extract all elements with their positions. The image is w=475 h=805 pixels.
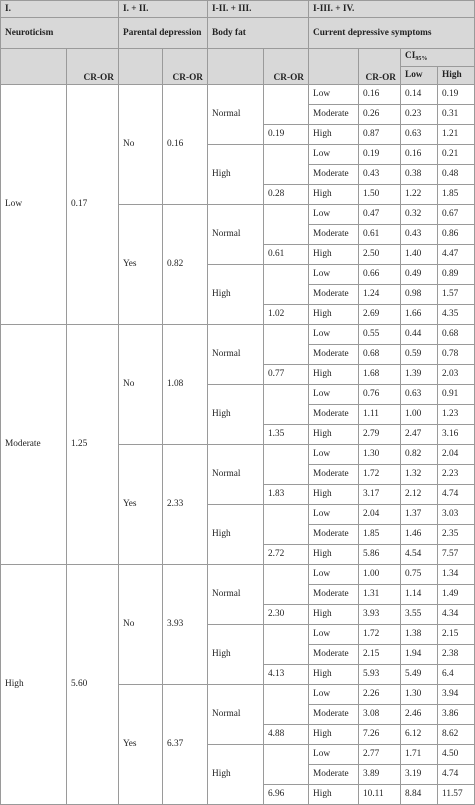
cr-or-value: 1.72 <box>359 465 401 485</box>
ci-high-value: 1.23 <box>438 405 475 425</box>
ci-low-value: 1.22 <box>401 185 438 205</box>
body-fat-cr-or-blank <box>264 385 309 425</box>
ci-low-value: 2.12 <box>401 485 438 505</box>
body-fat-level: Normal <box>208 445 264 505</box>
neuroticism-cr-or: 5.60 <box>67 565 119 805</box>
parental-depression-level: Yes <box>119 205 163 325</box>
parental-depression-level: No <box>119 325 163 445</box>
symptom-level: Moderate <box>309 525 359 545</box>
symptom-level: Low <box>309 325 359 345</box>
cr-or-value: 2.15 <box>359 645 401 665</box>
symptom-level: High <box>309 485 359 505</box>
ci-low-value: 1.71 <box>401 745 438 765</box>
cr-or-value: 0.26 <box>359 105 401 125</box>
body-fat-cr-or: 0.19 <box>264 125 309 145</box>
body-fat-cr-or: 1.02 <box>264 305 309 325</box>
table-row <box>1 85 475 105</box>
ci-low-value: 0.32 <box>401 205 438 225</box>
ci-high-value: 4.35 <box>438 305 475 325</box>
ci-high-value: 0.67 <box>438 205 475 225</box>
header-row-variables <box>1 18 475 49</box>
ci-high-value: 7.57 <box>438 545 475 565</box>
ci-high-value: 4.34 <box>438 605 475 625</box>
header-blank <box>119 49 163 85</box>
body-fat-cr-or: 0.61 <box>264 245 309 265</box>
ci-low-value: 8.84 <box>401 785 438 805</box>
parental-depression-cr-or: 0.16 <box>163 85 208 205</box>
neuroticism-cr-or: 1.25 <box>67 325 119 565</box>
symptom-level: Low <box>309 625 359 645</box>
neuroticism-level: Moderate <box>1 325 67 565</box>
step-4-header: I-III. + IV. <box>309 1 475 18</box>
current-symptoms-header: Current depressive symptoms <box>309 18 475 49</box>
header-blank <box>208 49 264 85</box>
body-fat-header: Body fat <box>208 18 309 49</box>
body-fat-cr-or: 0.28 <box>264 185 309 205</box>
body-fat-cr-or: 6.96 <box>264 785 309 805</box>
cr-or-value: 0.68 <box>359 345 401 365</box>
body-fat-cr-or: 1.35 <box>264 425 309 445</box>
symptom-level: High <box>309 785 359 805</box>
ci-high-value: 3.86 <box>438 705 475 725</box>
ci-high-value: 0.91 <box>438 385 475 405</box>
symptom-level: High <box>309 425 359 445</box>
neuroticism-header: Neuroticism <box>1 18 119 49</box>
body-fat-cr-or: 4.13 <box>264 665 309 685</box>
ci-high-value: 2.04 <box>438 445 475 465</box>
header-blank <box>1 49 67 85</box>
ci-low-value: 0.43 <box>401 225 438 245</box>
cr-or-value: 7.26 <box>359 725 401 745</box>
cr-or-value: 5.93 <box>359 665 401 685</box>
symptom-level: High <box>309 185 359 205</box>
body-fat-level: High <box>208 745 264 805</box>
symptom-level: Moderate <box>309 105 359 125</box>
symptom-level: Moderate <box>309 225 359 245</box>
ci-low-value: 0.14 <box>401 85 438 105</box>
symptom-level: Moderate <box>309 405 359 425</box>
body-fat-cr-or-blank <box>264 685 309 725</box>
ci-high-value: 0.78 <box>438 345 475 365</box>
symptom-level: Low <box>309 85 359 105</box>
ci-high-value: 4.74 <box>438 485 475 505</box>
symptom-level: Low <box>309 385 359 405</box>
cr-or-value: 2.79 <box>359 425 401 445</box>
neuroticism-cr-or-header: CR-OR <box>67 49 119 85</box>
cr-or-value: 3.89 <box>359 765 401 785</box>
cr-or-value: 0.16 <box>359 85 401 105</box>
ci-high-value: 0.31 <box>438 105 475 125</box>
ci-high-value: 2.38 <box>438 645 475 665</box>
ci-low-value: 1.46 <box>401 525 438 545</box>
symptom-level: Moderate <box>309 345 359 365</box>
parental-depression-level: Yes <box>119 445 163 565</box>
cr-or-value: 10.11 <box>359 785 401 805</box>
cr-or-value: 1.30 <box>359 445 401 465</box>
symptom-level: Moderate <box>309 285 359 305</box>
symptom-level: Low <box>309 565 359 585</box>
ci-high-header: High <box>438 67 475 85</box>
ci-high-value: 2.23 <box>438 465 475 485</box>
symptom-level: Low <box>309 265 359 285</box>
body-fat-level: High <box>208 385 264 445</box>
ci-low-value: 0.59 <box>401 345 438 365</box>
body-fat-cr-or-blank <box>264 445 309 485</box>
ci-high-value: 0.21 <box>438 145 475 165</box>
symptom-level: High <box>309 665 359 685</box>
body-fat-level: High <box>208 505 264 565</box>
ci-low-value: 1.94 <box>401 645 438 665</box>
ci-high-value: 0.48 <box>438 165 475 185</box>
cr-or-value: 0.87 <box>359 125 401 145</box>
symptom-level: High <box>309 605 359 625</box>
parental-depression-level: No <box>119 565 163 685</box>
neuroticism-level: High <box>1 565 67 805</box>
ci-low-value: 1.32 <box>401 465 438 485</box>
ci-high-value: 3.03 <box>438 505 475 525</box>
body-fat-level: High <box>208 265 264 325</box>
symptom-level: Moderate <box>309 645 359 665</box>
parental-depression-cr-or: 3.93 <box>163 565 208 685</box>
ci-low-value: 3.19 <box>401 765 438 785</box>
symptom-level: High <box>309 245 359 265</box>
ci-subscript: 95% <box>415 55 428 62</box>
ci-high-value: 6.4 <box>438 665 475 685</box>
symptom-level: High <box>309 725 359 745</box>
ci-low-value: 5.49 <box>401 665 438 685</box>
ci-high-value: 1.85 <box>438 185 475 205</box>
cr-or-value: 1.85 <box>359 525 401 545</box>
ci-label: CI <box>405 50 416 61</box>
body-fat-cr-or-blank <box>264 265 309 305</box>
symptom-level: Low <box>309 445 359 465</box>
body-fat-cr-or-blank <box>264 325 309 365</box>
ci-high-value: 3.16 <box>438 425 475 445</box>
ci-low-value: 1.37 <box>401 505 438 525</box>
body-fat-cr-or-blank <box>264 745 309 785</box>
cr-or-value: 0.61 <box>359 225 401 245</box>
ci-low-value: 1.39 <box>401 365 438 385</box>
body-fat-cr-or-blank <box>264 505 309 545</box>
symptom-level: Low <box>309 505 359 525</box>
ci-high-value: 2.35 <box>438 525 475 545</box>
body-fat-cr-or: 2.30 <box>264 605 309 625</box>
symptom-level: Low <box>309 745 359 765</box>
ci-high-value: 1.57 <box>438 285 475 305</box>
body-fat-cr-or-blank <box>264 145 309 185</box>
body-fat-cr-or-blank <box>264 85 309 125</box>
ci-low-value: 3.55 <box>401 605 438 625</box>
cr-or-value: 2.26 <box>359 685 401 705</box>
parental-depression-header: Parental depression <box>119 18 208 49</box>
cr-or-value: 1.00 <box>359 565 401 585</box>
header-row-ci <box>1 49 475 67</box>
ci-low-value: 0.23 <box>401 105 438 125</box>
parental-depression-level: Yes <box>119 685 163 805</box>
body-fat-cr-or-blank <box>264 205 309 245</box>
body-fat-level: High <box>208 145 264 205</box>
cr-or-value: 2.77 <box>359 745 401 765</box>
ci-low-value: 1.30 <box>401 685 438 705</box>
body-fat-cr-or: 2.72 <box>264 545 309 565</box>
symptom-level: High <box>309 365 359 385</box>
ci-high-value: 1.21 <box>438 125 475 145</box>
symptom-level: High <box>309 545 359 565</box>
cr-or-value: 1.68 <box>359 365 401 385</box>
body-fat-cr-or-blank <box>264 565 309 605</box>
ci-high-value: 8.62 <box>438 725 475 745</box>
ci-low-value: 6.12 <box>401 725 438 745</box>
cr-or-value: 2.04 <box>359 505 401 525</box>
ci-low-value: 4.54 <box>401 545 438 565</box>
table-row <box>1 565 475 585</box>
body-fat-level: High <box>208 625 264 685</box>
step-3-header: I-II. + III. <box>208 1 309 18</box>
cr-or-value: 1.72 <box>359 625 401 645</box>
ci-high-value: 0.19 <box>438 85 475 105</box>
ci-low-header: Low <box>401 67 438 85</box>
cr-or-value: 0.55 <box>359 325 401 345</box>
symptom-level: Low <box>309 145 359 165</box>
ci-high-value: 4.50 <box>438 745 475 765</box>
ci-low-value: 0.44 <box>401 325 438 345</box>
ci-low-value: 0.16 <box>401 145 438 165</box>
cr-or-value: 0.19 <box>359 145 401 165</box>
symptoms-cr-or-header: CR-OR <box>359 49 401 85</box>
parental-depression-cr-or: 2.33 <box>163 445 208 565</box>
symptom-level: Moderate <box>309 585 359 605</box>
symptom-level: Moderate <box>309 165 359 185</box>
ci-low-value: 0.49 <box>401 265 438 285</box>
ci-low-value: 2.47 <box>401 425 438 445</box>
step-2-header: I. + II. <box>119 1 208 18</box>
header-blank <box>309 49 359 85</box>
ci-high-value: 3.94 <box>438 685 475 705</box>
ci-low-value: 0.75 <box>401 565 438 585</box>
cr-or-value: 3.08 <box>359 705 401 725</box>
cr-or-value: 3.17 <box>359 485 401 505</box>
ci-high-value: 0.89 <box>438 265 475 285</box>
ci-low-value: 1.40 <box>401 245 438 265</box>
ci-low-value: 0.38 <box>401 165 438 185</box>
symptom-level: Low <box>309 205 359 225</box>
cr-or-value: 1.24 <box>359 285 401 305</box>
body-fat-level: Normal <box>208 85 264 145</box>
ci-high-value: 2.03 <box>438 365 475 385</box>
parental-cr-or-header: CR-OR <box>163 49 208 85</box>
body-fat-cr-or-blank <box>264 625 309 665</box>
ci-low-value: 0.98 <box>401 285 438 305</box>
symptom-level: Moderate <box>309 765 359 785</box>
ci-high-value: 1.49 <box>438 585 475 605</box>
ci-low-value: 1.66 <box>401 305 438 325</box>
body-fat-cr-or-header: CR-OR <box>264 49 309 85</box>
ci-low-value: 1.38 <box>401 625 438 645</box>
body-fat-cr-or: 4.88 <box>264 725 309 745</box>
cr-or-value: 1.31 <box>359 585 401 605</box>
cr-or-value: 0.47 <box>359 205 401 225</box>
ci-high-value: 1.34 <box>438 565 475 585</box>
ci-low-value: 0.63 <box>401 385 438 405</box>
cr-or-value: 3.93 <box>359 605 401 625</box>
symptom-level: Low <box>309 685 359 705</box>
cr-or-value: 1.50 <box>359 185 401 205</box>
body-fat-cr-or: 0.77 <box>264 365 309 385</box>
cr-or-value: 0.66 <box>359 265 401 285</box>
cr-or-value: 2.69 <box>359 305 401 325</box>
cr-or-value: 0.43 <box>359 165 401 185</box>
neuroticism-level: Low <box>1 85 67 325</box>
ci-low-value: 1.00 <box>401 405 438 425</box>
cr-or-value: 2.50 <box>359 245 401 265</box>
symptom-level: High <box>309 305 359 325</box>
ci-high-value: 4.74 <box>438 765 475 785</box>
parental-depression-cr-or: 1.08 <box>163 325 208 445</box>
cr-or-value: 1.11 <box>359 405 401 425</box>
body-fat-level: Normal <box>208 325 264 385</box>
symptom-level: Moderate <box>309 465 359 485</box>
body-fat-cr-or: 1.83 <box>264 485 309 505</box>
symptom-level: High <box>309 125 359 145</box>
symptom-level: Moderate <box>309 705 359 725</box>
ci-header <box>401 49 475 67</box>
table-body <box>1 85 475 805</box>
ci-high-value: 2.15 <box>438 625 475 645</box>
parental-depression-level: No <box>119 85 163 205</box>
ci-high-value: 11.57 <box>438 785 475 805</box>
parental-depression-cr-or: 6.37 <box>163 685 208 805</box>
neuroticism-cr-or: 0.17 <box>67 85 119 325</box>
body-fat-level: Normal <box>208 685 264 745</box>
ci-high-value: 0.86 <box>438 225 475 245</box>
ci-low-value: 0.82 <box>401 445 438 465</box>
step-1-header: I. <box>1 1 119 18</box>
ci-high-value: 0.68 <box>438 325 475 345</box>
cr-or-value: 0.76 <box>359 385 401 405</box>
ci-low-value: 1.14 <box>401 585 438 605</box>
ci-low-value: 2.46 <box>401 705 438 725</box>
header-row-steps <box>1 1 475 18</box>
parental-depression-cr-or: 0.82 <box>163 205 208 325</box>
ci-high-value: 4.47 <box>438 245 475 265</box>
body-fat-level: Normal <box>208 205 264 265</box>
table-row <box>1 325 475 345</box>
cr-or-value: 5.86 <box>359 545 401 565</box>
body-fat-level: Normal <box>208 565 264 625</box>
ci-low-value: 0.63 <box>401 125 438 145</box>
